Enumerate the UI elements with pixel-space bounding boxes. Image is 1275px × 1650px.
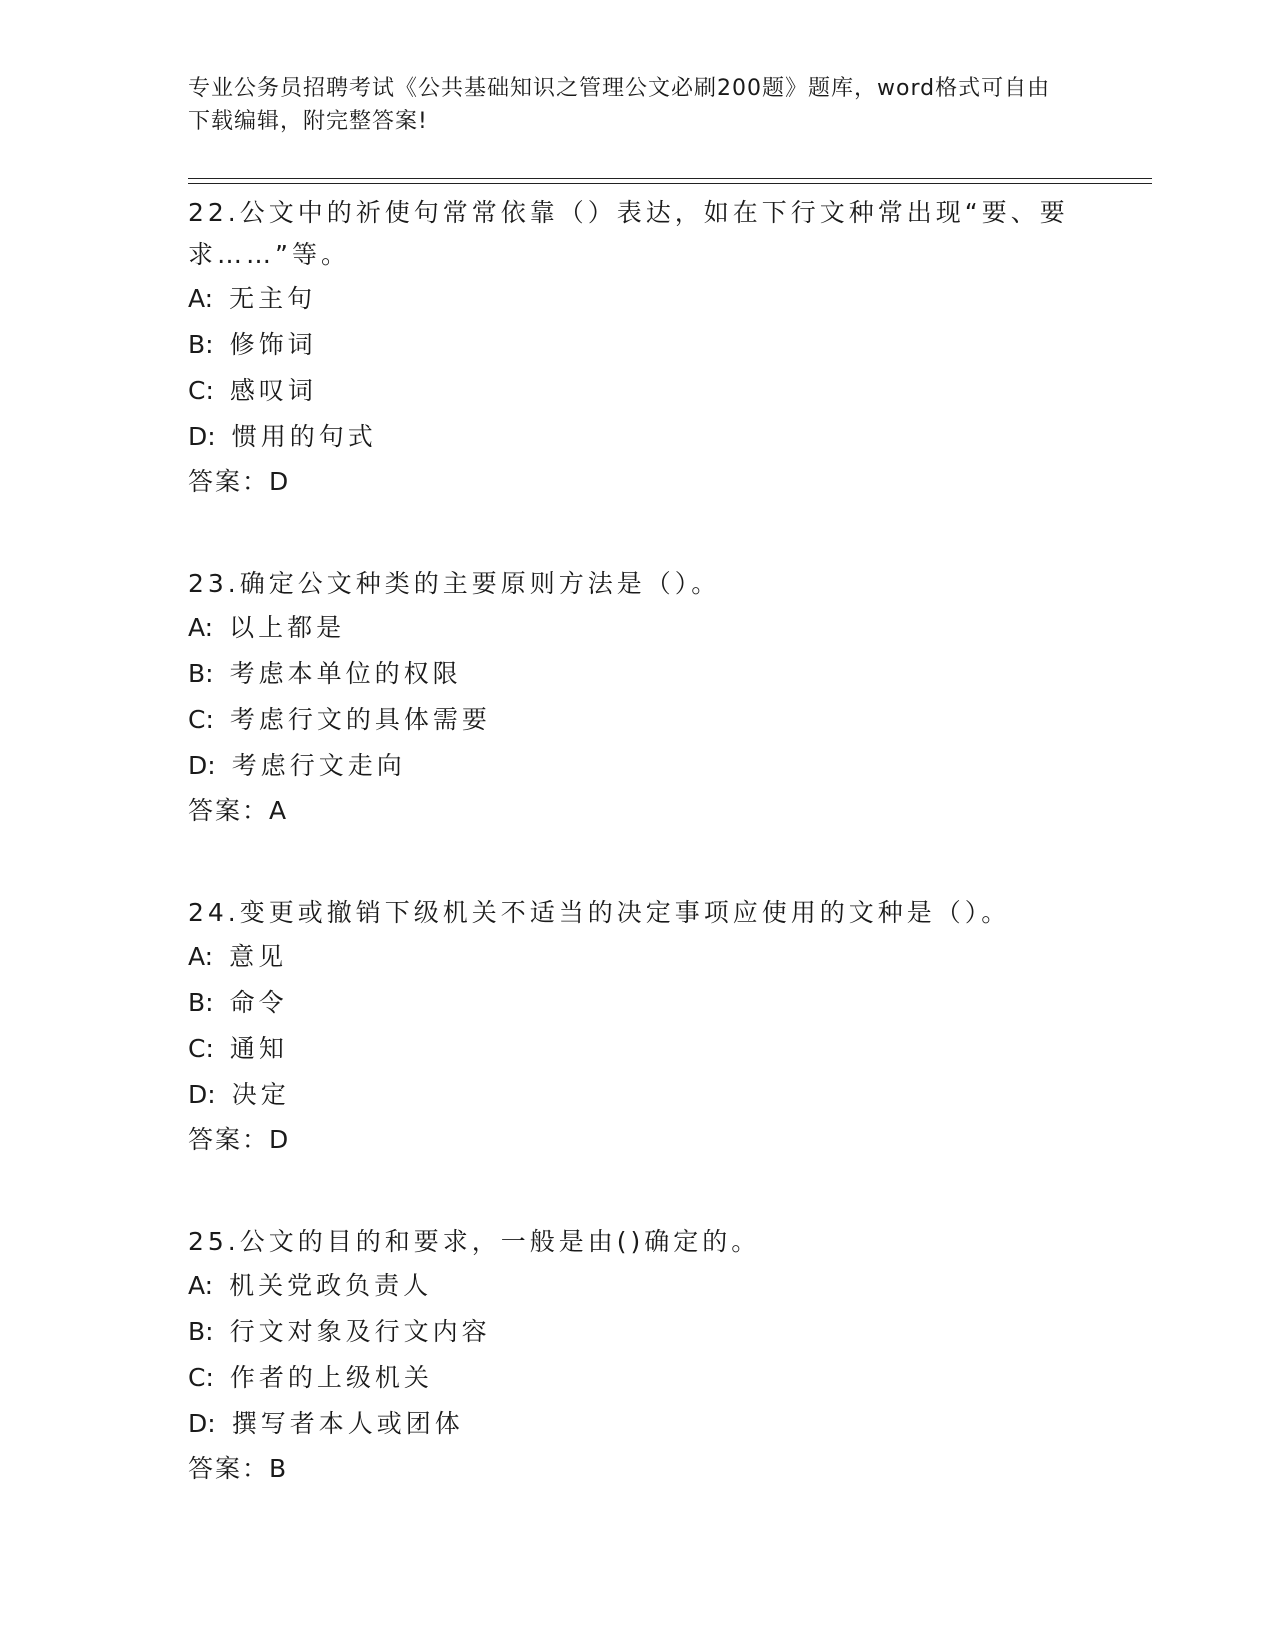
answer-label: 答案： bbox=[188, 467, 270, 496]
option-text: 修饰词 bbox=[229, 330, 317, 359]
option-separator: : bbox=[204, 1271, 214, 1300]
option-text: 机关党政负责人 bbox=[229, 1271, 433, 1300]
option-separator: : bbox=[205, 1034, 214, 1063]
option-b bbox=[188, 980, 1088, 1026]
question-22 bbox=[188, 192, 1088, 504]
option-separator: : bbox=[205, 330, 214, 359]
option-key: C bbox=[188, 705, 206, 734]
question-stem: 25.公文的目的和要求，一般是由()确定的。 bbox=[188, 1227, 761, 1256]
answer-value: A bbox=[269, 796, 288, 825]
answer-line bbox=[188, 1447, 1088, 1491]
answer-label: 答案： bbox=[188, 796, 270, 825]
question-24 bbox=[188, 892, 1088, 1162]
option-text: 无主句 bbox=[229, 284, 317, 313]
option-b bbox=[188, 1309, 1088, 1355]
option-separator: : bbox=[204, 284, 214, 313]
option-a bbox=[188, 605, 1088, 651]
answer-label: 答案： bbox=[188, 1125, 270, 1154]
option-key: B bbox=[188, 659, 206, 688]
option-key: A bbox=[188, 613, 205, 642]
option-key: D bbox=[188, 1409, 208, 1438]
header-rule-top bbox=[188, 178, 1152, 179]
answer-label: 答案： bbox=[188, 1454, 270, 1483]
option-separator: : bbox=[204, 942, 214, 971]
option-d bbox=[188, 743, 1088, 789]
option-key: C bbox=[188, 1363, 206, 1392]
option-key: C bbox=[188, 1034, 206, 1063]
option-key: A bbox=[188, 284, 205, 313]
document-header: 专业公务员招聘考试《公共基础知识之管理公文必刷200题》题库，word格式可自由下载编辑，附完整答案! bbox=[188, 76, 1051, 134]
answer-value: D bbox=[269, 1125, 290, 1154]
option-c bbox=[188, 1355, 1088, 1401]
option-text: 作者的上级机关 bbox=[229, 1363, 433, 1392]
option-text: 通知 bbox=[229, 1034, 288, 1063]
option-text: 感叹词 bbox=[229, 376, 317, 405]
option-separator: : bbox=[205, 659, 214, 688]
question-stem: 24.变更或撤销下级机关不适当的决定事项应使用的文种是（）。 bbox=[188, 898, 1011, 927]
option-d bbox=[188, 1401, 1088, 1447]
option-key: D bbox=[188, 1080, 208, 1109]
option-text: 撰写者本人或团体 bbox=[231, 1409, 464, 1438]
option-key: B bbox=[188, 988, 206, 1017]
option-c bbox=[188, 368, 1088, 414]
option-key: B bbox=[188, 1317, 206, 1346]
option-a bbox=[188, 276, 1088, 322]
option-a bbox=[188, 1263, 1088, 1309]
option-text: 意见 bbox=[229, 942, 288, 971]
option-key: B bbox=[188, 330, 206, 359]
option-key: A bbox=[188, 1271, 205, 1300]
option-b bbox=[188, 651, 1088, 697]
option-text: 惯用的句式 bbox=[231, 422, 377, 451]
option-text: 以上都是 bbox=[229, 613, 346, 642]
option-text: 考虑行文走向 bbox=[231, 751, 406, 780]
option-text: 命令 bbox=[229, 988, 288, 1017]
answer-line bbox=[188, 789, 1088, 833]
option-separator: : bbox=[205, 705, 214, 734]
option-text: 考虑行文的具体需要 bbox=[229, 705, 491, 734]
answer-line bbox=[188, 460, 1088, 504]
option-separator: : bbox=[205, 988, 214, 1017]
option-d bbox=[188, 1072, 1088, 1118]
answer-line bbox=[188, 1118, 1088, 1162]
option-separator: : bbox=[207, 422, 216, 451]
option-separator: : bbox=[207, 751, 216, 780]
option-key: C bbox=[188, 376, 206, 405]
option-separator: : bbox=[205, 1363, 214, 1392]
option-separator: : bbox=[207, 1409, 216, 1438]
option-key: A bbox=[188, 942, 205, 971]
answer-value: D bbox=[269, 467, 290, 496]
option-text: 考虑本单位的权限 bbox=[229, 659, 462, 688]
header-rule-bottom bbox=[188, 183, 1152, 184]
option-separator: : bbox=[204, 613, 214, 642]
option-text: 行文对象及行文内容 bbox=[229, 1317, 491, 1346]
option-b bbox=[188, 322, 1088, 368]
option-d bbox=[188, 414, 1088, 460]
question-stem: 22.公文中的祈使句常常依靠（）表达，如在下行文种常出现“要、要求……”等。 bbox=[188, 198, 1069, 269]
answer-value: B bbox=[269, 1454, 288, 1483]
option-separator: : bbox=[205, 1317, 214, 1346]
question-list bbox=[188, 192, 1088, 1550]
question-stem: 23.确定公文种类的主要原则方法是（）。 bbox=[188, 569, 721, 598]
option-key: D bbox=[188, 422, 208, 451]
option-c bbox=[188, 697, 1088, 743]
option-c bbox=[188, 1026, 1088, 1072]
option-a bbox=[188, 934, 1088, 980]
question-23 bbox=[188, 563, 1088, 833]
option-separator: : bbox=[207, 1080, 216, 1109]
option-key: D bbox=[188, 751, 208, 780]
question-25 bbox=[188, 1221, 1088, 1491]
option-text: 决定 bbox=[231, 1080, 290, 1109]
option-separator: : bbox=[205, 376, 214, 405]
